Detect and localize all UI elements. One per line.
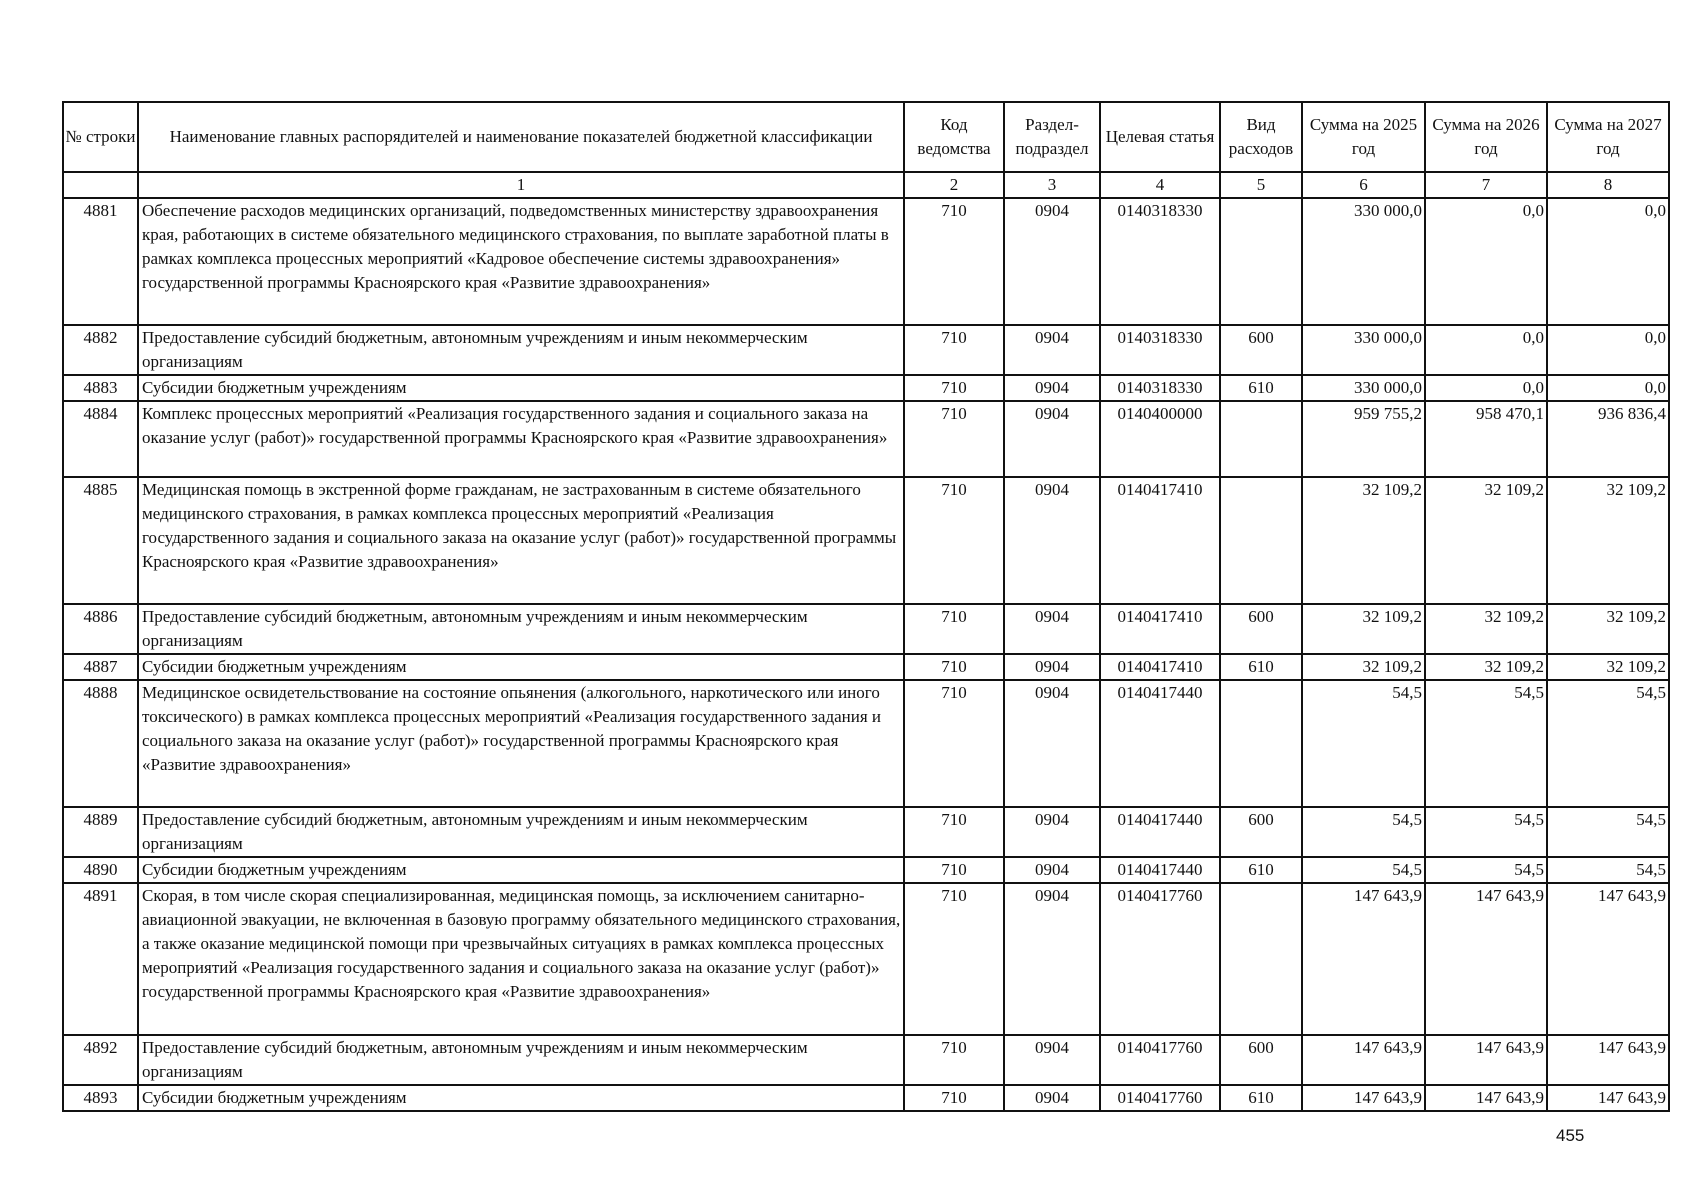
sum-2025: 54,5 <box>1302 857 1425 883</box>
sum-2027: 54,5 <box>1547 807 1669 857</box>
sum-2027: 0,0 <box>1547 198 1669 325</box>
section-code: 0904 <box>1004 604 1100 654</box>
sum-2026: 147 643,9 <box>1425 1035 1547 1085</box>
column-number: 8 <box>1547 172 1669 198</box>
row-number: 4883 <box>63 375 138 401</box>
header-sum-2025: Сумма на 2025 год <box>1302 102 1425 172</box>
row-name: Предоставление субсидий бюджетным, автономным учреждениям и иным некоммерческим организациям <box>138 325 904 375</box>
expense-type <box>1220 477 1302 604</box>
sum-2027: 936 836,4 <box>1547 401 1669 477</box>
row-number: 4893 <box>63 1085 138 1111</box>
sum-2025: 32 109,2 <box>1302 477 1425 604</box>
section-code: 0904 <box>1004 1085 1100 1111</box>
target-code: 0140400000 <box>1100 401 1220 477</box>
expense-type <box>1220 198 1302 325</box>
header-dept-code: Код ведомства <box>904 102 1004 172</box>
expense-type: 600 <box>1220 1035 1302 1085</box>
section-code: 0904 <box>1004 1035 1100 1085</box>
dept-code: 710 <box>904 1085 1004 1111</box>
column-number <box>63 172 138 198</box>
table-row <box>63 654 1669 680</box>
sum-2025: 147 643,9 <box>1302 883 1425 1035</box>
section-code: 0904 <box>1004 325 1100 375</box>
target-code: 0140318330 <box>1100 375 1220 401</box>
column-number: 5 <box>1220 172 1302 198</box>
target-code: 0140417410 <box>1100 654 1220 680</box>
sum-2026: 54,5 <box>1425 807 1547 857</box>
sum-2027: 147 643,9 <box>1547 1035 1669 1085</box>
expense-type: 600 <box>1220 325 1302 375</box>
target-code: 0140417410 <box>1100 604 1220 654</box>
sum-2026: 0,0 <box>1425 325 1547 375</box>
header-target: Целевая статья <box>1100 102 1220 172</box>
sum-2025: 147 643,9 <box>1302 1035 1425 1085</box>
target-code: 0140318330 <box>1100 325 1220 375</box>
dept-code: 710 <box>904 375 1004 401</box>
dept-code: 710 <box>904 604 1004 654</box>
sum-2025: 54,5 <box>1302 807 1425 857</box>
section-code: 0904 <box>1004 198 1100 325</box>
expense-type: 610 <box>1220 654 1302 680</box>
row-name: Субсидии бюджетным учреждениям <box>138 654 904 680</box>
sum-2027: 147 643,9 <box>1547 883 1669 1035</box>
table-row <box>63 680 1669 807</box>
dept-code: 710 <box>904 401 1004 477</box>
section-code: 0904 <box>1004 857 1100 883</box>
row-number: 4884 <box>63 401 138 477</box>
sum-2026: 0,0 <box>1425 198 1547 325</box>
header-row <box>63 102 1669 172</box>
row-name: Предоставление субсидий бюджетным, автономным учреждениям и иным некоммерческим организациям <box>138 604 904 654</box>
dept-code: 710 <box>904 1035 1004 1085</box>
header-section: Раздел-подраздел <box>1004 102 1100 172</box>
sum-2026: 147 643,9 <box>1425 1085 1547 1111</box>
sum-2027: 147 643,9 <box>1547 1085 1669 1111</box>
budget-table <box>62 101 1670 1112</box>
sum-2025: 959 755,2 <box>1302 401 1425 477</box>
dept-code: 710 <box>904 807 1004 857</box>
row-number: 4881 <box>63 198 138 325</box>
sum-2027: 0,0 <box>1547 375 1669 401</box>
expense-type: 600 <box>1220 807 1302 857</box>
section-code: 0904 <box>1004 401 1100 477</box>
header-name: Наименование главных распорядителей и наименование показателей бюджетной классификации <box>138 102 904 172</box>
table-row <box>63 1085 1669 1111</box>
sum-2026: 54,5 <box>1425 857 1547 883</box>
target-code: 0140417440 <box>1100 807 1220 857</box>
column-number: 2 <box>904 172 1004 198</box>
table-row <box>63 604 1669 654</box>
dept-code: 710 <box>904 325 1004 375</box>
sum-2027: 54,5 <box>1547 857 1669 883</box>
table-row <box>63 807 1669 857</box>
column-number: 6 <box>1302 172 1425 198</box>
row-name: Субсидии бюджетным учреждениям <box>138 375 904 401</box>
table-row <box>63 883 1669 1035</box>
dept-code: 710 <box>904 857 1004 883</box>
column-number: 7 <box>1425 172 1547 198</box>
target-code: 0140417760 <box>1100 883 1220 1035</box>
sum-2026: 32 109,2 <box>1425 654 1547 680</box>
sum-2026: 54,5 <box>1425 680 1547 807</box>
column-number: 1 <box>138 172 904 198</box>
sum-2027: 32 109,2 <box>1547 654 1669 680</box>
row-number: 4886 <box>63 604 138 654</box>
sum-2025: 54,5 <box>1302 680 1425 807</box>
table-row <box>63 477 1669 604</box>
row-number: 4891 <box>63 883 138 1035</box>
sum-2026: 32 109,2 <box>1425 604 1547 654</box>
row-number: 4888 <box>63 680 138 807</box>
expense-type: 610 <box>1220 1085 1302 1111</box>
sum-2026: 958 470,1 <box>1425 401 1547 477</box>
column-number-row <box>63 172 1669 198</box>
sum-2026: 147 643,9 <box>1425 883 1547 1035</box>
sum-2025: 330 000,0 <box>1302 198 1425 325</box>
section-code: 0904 <box>1004 375 1100 401</box>
expense-type <box>1220 680 1302 807</box>
row-number: 4889 <box>63 807 138 857</box>
header-row-no: № строки <box>63 102 138 172</box>
target-code: 0140417440 <box>1100 680 1220 807</box>
sum-2026: 32 109,2 <box>1425 477 1547 604</box>
section-code: 0904 <box>1004 654 1100 680</box>
section-code: 0904 <box>1004 807 1100 857</box>
target-code: 0140417410 <box>1100 477 1220 604</box>
header-sum-2026: Сумма на 2026 год <box>1425 102 1547 172</box>
expense-type: 610 <box>1220 375 1302 401</box>
header-sum-2027: Сумма на 2027 год <box>1547 102 1669 172</box>
row-number: 4892 <box>63 1035 138 1085</box>
sum-2027: 54,5 <box>1547 680 1669 807</box>
table-row <box>63 1035 1669 1085</box>
row-number: 4882 <box>63 325 138 375</box>
expense-type: 600 <box>1220 604 1302 654</box>
row-name: Субсидии бюджетным учреждениям <box>138 1085 904 1111</box>
table-row <box>63 325 1669 375</box>
sum-2025: 147 643,9 <box>1302 1085 1425 1111</box>
sum-2025: 32 109,2 <box>1302 604 1425 654</box>
dept-code: 710 <box>904 477 1004 604</box>
expense-type <box>1220 401 1302 477</box>
target-code: 0140417760 <box>1100 1085 1220 1111</box>
target-code: 0140417440 <box>1100 857 1220 883</box>
row-name: Скорая, в том числе скорая специализированная, медицинская помощь, за исключением санитарно-авиационной эвакуации, не включенная в базовую программу обязательного медицинского страхования, а также оказание медицинской помощи при чрезвычайных ситуациях в рамках комплекса процессных мероприятий «Реализация государственного задания и социального заказа на оказание услуг (работ)» государственной программы Красноярского края «Развитие здравоохранения» <box>138 883 904 1035</box>
row-name: Предоставление субсидий бюджетным, автономным учреждениям и иным некоммерческим организациям <box>138 1035 904 1085</box>
target-code: 0140417760 <box>1100 1035 1220 1085</box>
row-name: Медицинское освидетельствование на состояние опьянения (алкогольного, наркотического или иного токсического) в рамках комплекса процессных мероприятий «Реализация государственного задания и социального заказа на оказание услуг (работ)» государственной программы Красноярского края «Развитие здравоохранения» <box>138 680 904 807</box>
section-code: 0904 <box>1004 680 1100 807</box>
table-row <box>63 375 1669 401</box>
table-row <box>63 857 1669 883</box>
row-name: Субсидии бюджетным учреждениям <box>138 857 904 883</box>
section-code: 0904 <box>1004 883 1100 1035</box>
expense-type <box>1220 883 1302 1035</box>
expense-type: 610 <box>1220 857 1302 883</box>
header-expense-type: Вид расходов <box>1220 102 1302 172</box>
column-number: 3 <box>1004 172 1100 198</box>
table-row <box>63 198 1669 325</box>
dept-code: 710 <box>904 654 1004 680</box>
row-number: 4890 <box>63 857 138 883</box>
row-name: Обеспечение расходов медицинских организаций, подведомственных министерству здравоохранения края, работающих в системе обязательного медицинского страхования, по выплате заработной платы в рамках комплекса процессных мероприятий «Кадровое обеспечение системы здравоохранения» государственной программы Красноярского края «Развитие здравоохранения» <box>138 198 904 325</box>
row-number: 4887 <box>63 654 138 680</box>
dept-code: 710 <box>904 680 1004 807</box>
row-name: Медицинская помощь в экстренной форме гражданам, не застрахованным в системе обязательного медицинского страхования, в рамках комплекса процессных мероприятий «Реализация государственного задания и социального заказа на оказание услуг (работ)» государственной программы Красноярского края «Развитие здравоохранения» <box>138 477 904 604</box>
row-name: Предоставление субсидий бюджетным, автономным учреждениям и иным некоммерческим организациям <box>138 807 904 857</box>
sum-2025: 32 109,2 <box>1302 654 1425 680</box>
section-code: 0904 <box>1004 477 1100 604</box>
sum-2027: 32 109,2 <box>1547 477 1669 604</box>
table-row <box>63 401 1669 477</box>
page-number: 455 <box>1556 1126 1585 1145</box>
sum-2026: 0,0 <box>1425 375 1547 401</box>
column-number: 4 <box>1100 172 1220 198</box>
sum-2025: 330 000,0 <box>1302 375 1425 401</box>
sum-2027: 0,0 <box>1547 325 1669 375</box>
dept-code: 710 <box>904 883 1004 1035</box>
dept-code: 710 <box>904 198 1004 325</box>
row-name: Комплекс процессных мероприятий «Реализация государственного задания и социального заказа на оказание услуг (работ)» государственной программы Красноярского края «Развитие здравоохранения» <box>138 401 904 477</box>
sum-2025: 330 000,0 <box>1302 325 1425 375</box>
row-number: 4885 <box>63 477 138 604</box>
target-code: 0140318330 <box>1100 198 1220 325</box>
sum-2027: 32 109,2 <box>1547 604 1669 654</box>
